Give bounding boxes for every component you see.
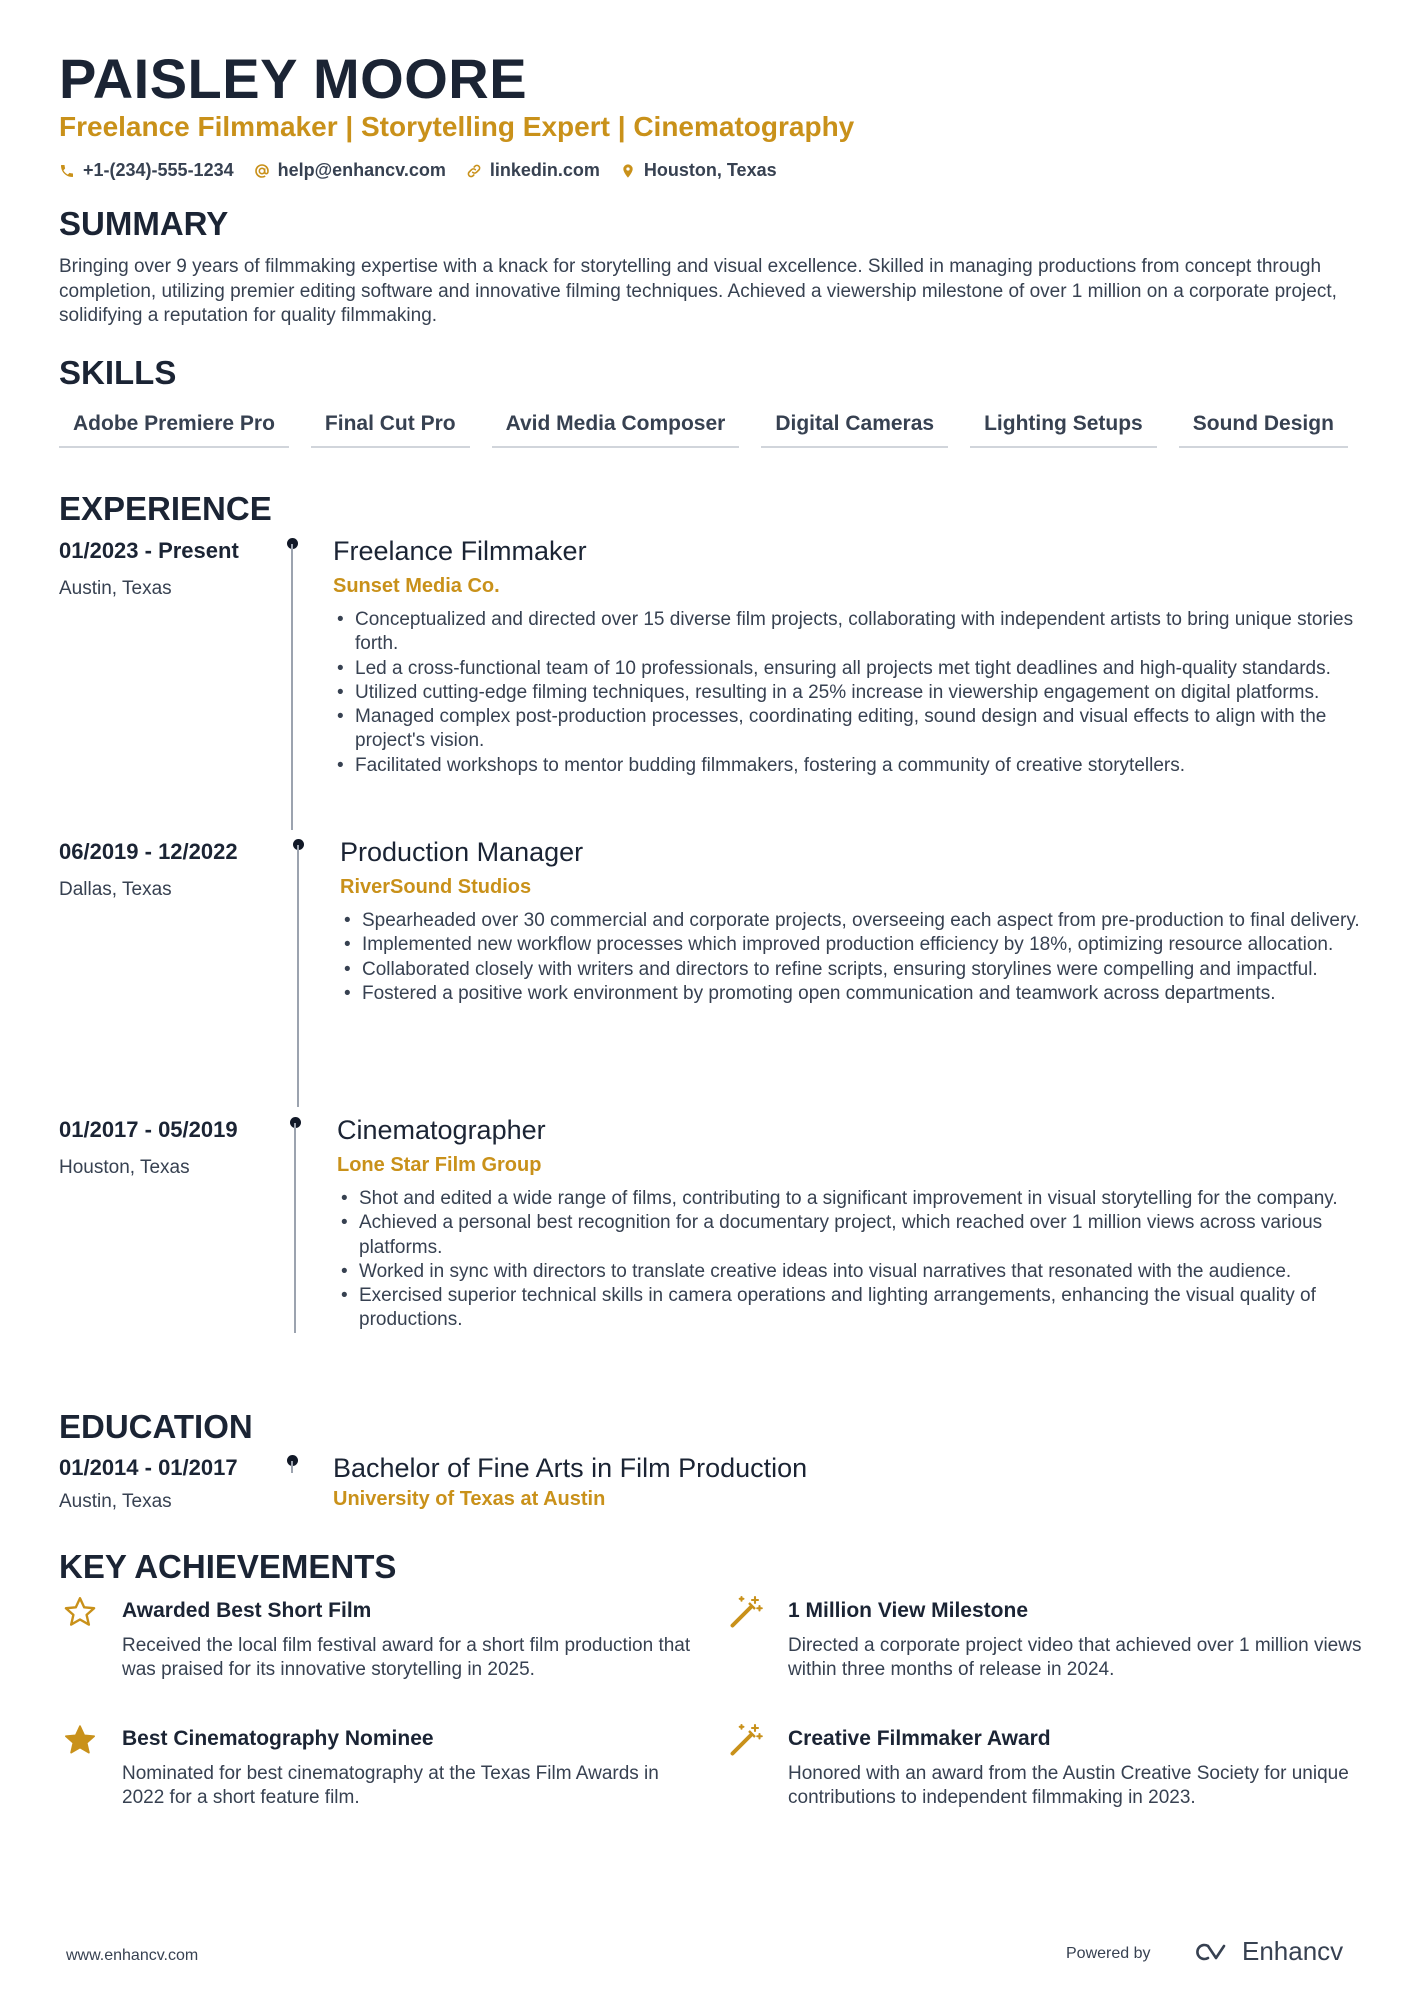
job-1-meta xyxy=(59,538,289,600)
job-location: Dallas, Texas xyxy=(59,879,172,900)
contact-bar xyxy=(59,160,777,181)
headline: Freelance Filmmaker | Storytelling Expert | Cinematography xyxy=(59,111,855,142)
job-dates: 06/2019 - 12/2022 xyxy=(59,839,238,864)
contact-linkedin[interactable]: linkedin.com xyxy=(466,160,600,181)
timeline-line xyxy=(297,845,299,1107)
job-2-meta xyxy=(59,839,289,901)
timeline-line xyxy=(291,1461,293,1473)
education-meta xyxy=(59,1455,289,1513)
list-item: • Facilitated workshops to mentor budding filmmakers, fostering a community of creative storytellers. xyxy=(333,754,1363,778)
at-icon xyxy=(254,163,270,179)
job-title: Cinematographer xyxy=(337,1115,546,1145)
company-name: Lone Star Film Group xyxy=(337,1154,542,1176)
job-title: Production Manager xyxy=(340,837,584,867)
achievements-heading: KEY ACHIEVEMENTS xyxy=(59,1548,397,1585)
summary-text: Bringing over 9 years of filmmaking expertise with a knack for storytelling and visual excellence. Skilled in managing productions from concept through completion, utilizing premier editing software and innovative filming techniques. Achieved a viewership milestone of over 1 million on a corporate project, solidifying a reputation for quality filmmaking. xyxy=(59,256,1337,326)
skill-tag: Final Cut Pro xyxy=(311,408,470,448)
list-item: • Collaborated closely with writers and directors to refine scripts, ensuring storylines were compelling and impactful. xyxy=(340,958,1365,982)
company-name: RiverSound Studios xyxy=(340,876,532,898)
star-outline-icon xyxy=(62,1594,98,1630)
brand-name: Enhancv xyxy=(1242,1936,1344,1966)
skill-tag: Digital Cameras xyxy=(761,408,948,448)
job-bullets xyxy=(337,1187,1367,1333)
enhancv-logo-icon xyxy=(1188,1940,1234,1964)
list-item: • Managed complex post-production processes, coordinating editing, sound design and visual effects to align with the project's vision. xyxy=(333,705,1363,754)
degree-title: Bachelor of Fine Arts in Film Production xyxy=(333,1453,808,1483)
timeline-line xyxy=(291,544,293,830)
job-dates: 01/2017 - 05/2019 xyxy=(59,1117,238,1142)
list-item: • Shot and edited a wide range of films, contributing to a significant improvement in visual storytelling for the company. xyxy=(337,1187,1367,1211)
achievement-desc: Received the local film festival award for a short film production that was praised for its innovative storytelling in 2025. xyxy=(122,1635,691,1681)
achievement-desc: Nominated for best cinematography at the Texas Film Awards in 2022 for a short feature film. xyxy=(122,1763,659,1809)
star-filled-icon xyxy=(62,1722,98,1758)
education-heading: EDUCATION xyxy=(59,1408,253,1445)
list-item: • Achieved a personal best recognition for a documentary project, which reached over 1 million views across various platforms. xyxy=(337,1211,1367,1260)
achievement-title: 1 Million View Milestone xyxy=(788,1599,1028,1622)
job-3-details xyxy=(337,1115,1367,1333)
enhancv-logo[interactable] xyxy=(1188,1936,1343,1967)
candidate-name: PAISLEY MOORE xyxy=(59,47,528,110)
location-pin-icon xyxy=(620,163,636,179)
phone-icon xyxy=(59,163,75,179)
list-item: • Spearheaded over 30 commercial and corporate projects, overseeing each aspect from pre-production to final delivery. xyxy=(340,909,1365,933)
powered-by-label: Powered by xyxy=(1066,1945,1151,1962)
list-item: • Utilized cutting-edge filming techniques, resulting in a 25% increase in viewership engagement on digital platforms. xyxy=(333,681,1363,705)
experience-heading: EXPERIENCE xyxy=(59,490,272,527)
job-location: Houston, Texas xyxy=(59,1157,190,1178)
skill-tag: Sound Design xyxy=(1179,408,1348,448)
job-bullets xyxy=(340,909,1365,1006)
job-title: Freelance Filmmaker xyxy=(333,536,587,566)
achievement-title: Best Cinematography Nominee xyxy=(122,1727,434,1750)
education-dates: 01/2014 - 01/2017 xyxy=(59,1455,238,1480)
list-item: • Conceptualized and directed over 15 diverse film projects, collaborating with independent artists to bring unique stories forth. xyxy=(333,608,1363,657)
timeline-line xyxy=(294,1123,296,1333)
list-item: • Exercised superior technical skills in camera operations and lighting arrangements, enhancing the visual quality of productions. xyxy=(337,1284,1367,1333)
skills-list xyxy=(59,408,1348,448)
contact-location: Houston, Texas xyxy=(620,160,777,181)
achievement-title: Awarded Best Short Film xyxy=(122,1599,372,1622)
job-3-meta xyxy=(59,1117,289,1179)
summary-heading: SUMMARY xyxy=(59,205,229,242)
company-name: Sunset Media Co. xyxy=(333,575,500,597)
job-bullets xyxy=(333,608,1363,778)
job-location: Austin, Texas xyxy=(59,578,172,599)
skill-tag: Adobe Premiere Pro xyxy=(59,408,289,448)
skill-tag: Lighting Setups xyxy=(970,408,1157,448)
education-details xyxy=(333,1453,1363,1511)
school-name: University of Texas at Austin xyxy=(333,1488,606,1510)
contact-email[interactable]: help@enhancv.com xyxy=(254,160,446,181)
skill-tag: Avid Media Composer xyxy=(492,408,740,448)
magic-wand-icon xyxy=(728,1594,764,1630)
link-icon xyxy=(466,163,482,179)
footer-website-link[interactable]: www.enhancv.com xyxy=(66,1947,199,1964)
magic-wand-icon xyxy=(728,1722,764,1758)
list-item: • Led a cross-functional team of 10 professionals, ensuring all projects met tight deadlines and high-quality standards. xyxy=(333,657,1363,681)
skills-heading: SKILLS xyxy=(59,354,177,391)
job-dates: 01/2023 - Present xyxy=(59,538,239,563)
list-item: • Implemented new workflow processes which improved production efficiency by 18%, optimizing resource allocation. xyxy=(340,933,1365,957)
contact-phone[interactable]: +1-(234)-555-1234 xyxy=(59,160,234,181)
achievement-title: Creative Filmmaker Award xyxy=(788,1727,1051,1750)
list-item: • Fostered a positive work environment by promoting open communication and teamwork across departments. xyxy=(340,982,1365,1006)
job-2-details xyxy=(340,837,1365,1006)
achievement-desc: Honored with an award from the Austin Creative Society for unique contributions to independent filmmaking in 2023. xyxy=(788,1763,1349,1809)
education-location: Austin, Texas xyxy=(59,1491,172,1512)
list-item: • Worked in sync with directors to translate creative ideas into visual narratives that resonated with the audience. xyxy=(337,1260,1367,1284)
achievement-desc: Directed a corporate project video that achieved over 1 million views within three months of release in 2024. xyxy=(788,1635,1362,1681)
job-1-details xyxy=(333,536,1363,778)
